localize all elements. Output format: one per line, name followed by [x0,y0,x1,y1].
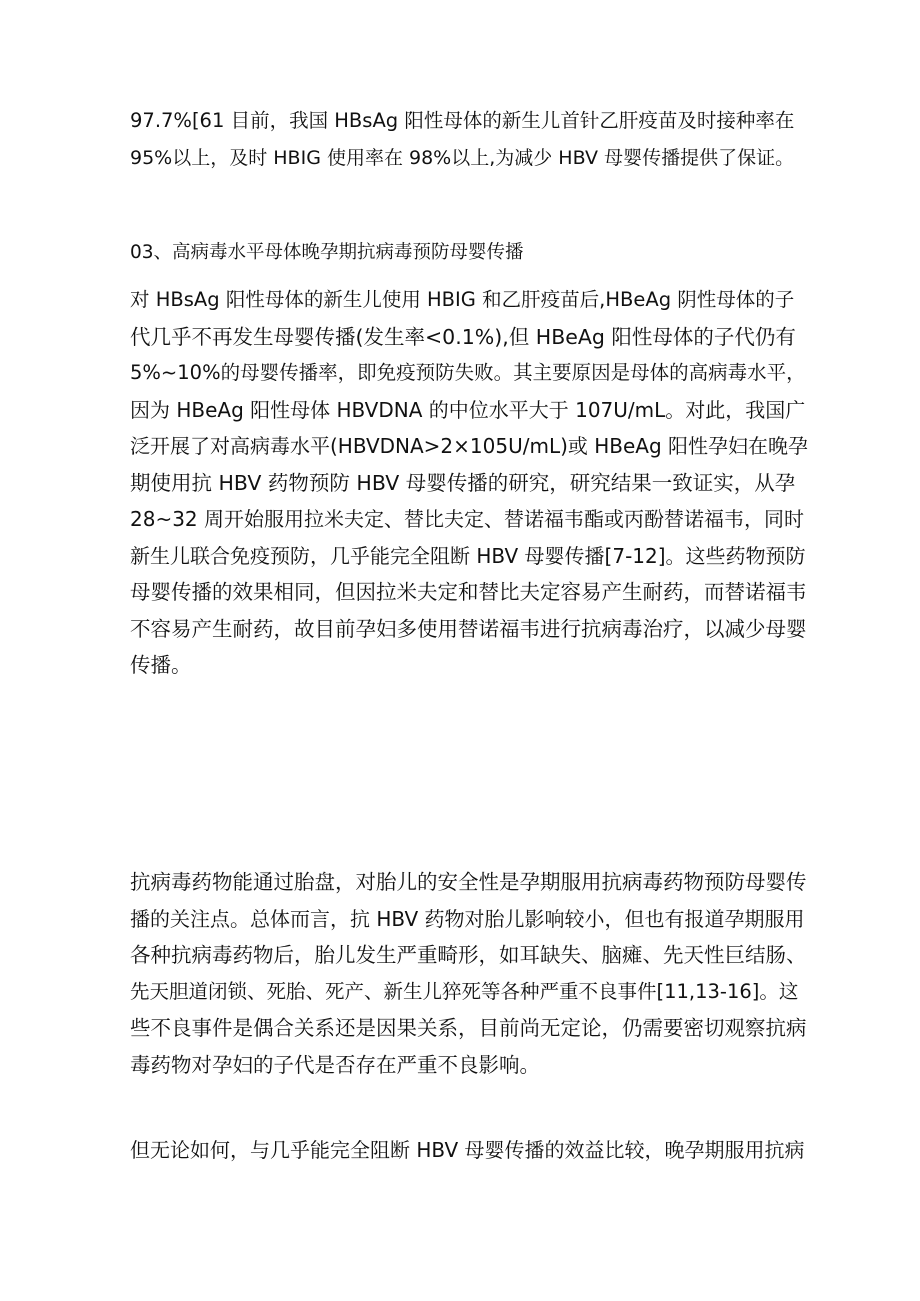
text-line: 母婴传播的效果相同，但因拉米夫定和替比夫定容易产生耐药，而替诺福韦 [130,580,807,604]
section-paragraph-3 [130,1132,810,1169]
text-line: 各种抗病毒药物后，胎儿发生严重畸形，如耳缺失、脑瘫、先天性巨结肠、 [130,943,807,967]
text-line: 不容易产生耐药，故目前孕妇多使用替诺福韦进行抗病毒治疗，以减少母婴 [130,616,807,641]
text-line: 抗病毒药物能通过胎盘，对胎儿的安全性是孕期服用抗病毒药物预防母婴传 [130,870,807,894]
text-line: 代几乎不再发生母婴传播(发生率<0.1%),但 HBeAg 阳性母体的子代仍有 [130,324,796,349]
section-paragraph-2 [130,864,810,1083]
text-line: 泛开展了对高病毒水平(HBVDNA>2×105U/mL)或 HBeAg 阳性孕妇在晚孕 [130,434,809,458]
text-line: 播的关注点。总体而言，抗 HBV 药物对胎儿影响较小，但也有报道孕期服用 [130,906,805,931]
text-line: 28~32 周开始服用拉米夫定、替比夫定、替诺福韦酯或丙酚替诺福韦，同时 [130,507,805,531]
text-line: 95%以上，及时 HBIG 使用率在 98%以上,为减少 HBV 母婴传播提供了保证。 [130,146,795,169]
text-line: 期使用抗 HBV 药物预防 HBV 母婴传播的研究，研究结果一致证实，从孕 [130,470,796,495]
text-line: 先天胆道闭锁、死胎、死产、新生儿猝死等各种严重不良事件[11,13-16]。这 [130,979,799,1003]
text-line: 传播。 [130,653,192,677]
text-line: 新生儿联合免疫预防，几乎能完全阻断 HBV 母婴传播[7-12]。这些药物预防 [130,543,806,568]
text-line: 对 HBsAg 阳性母体的新生儿使用 HBIG 和乙肝疫苗后,HBeAg 阴性母体的子 [130,288,795,311]
text-line: 毒药物对孕妇的子代是否存在严重不良影响。 [130,1052,540,1077]
section-paragraph-1 [130,282,810,684]
section-heading: 03、高病毒水平母体晚孕期抗病毒预防母婴传播 [130,242,524,263]
text-line: 因为 HBeAg 阳性母体 HBVDNA 的中位水平大于 107U/mL。对此，我国广 [130,397,806,422]
text-line: 5%~10%的母婴传播率，即免疫预防失败。其主要原因是母体的高病毒水平， [130,361,806,384]
text-line: 97.7%[61 目前，我国 HBsAg 阳性母体的新生儿首针乙肝疫苗及时接种率在 [130,109,795,132]
text-line: 但无论如何，与几乎能完全阻断 HBV 母婴传播的效益比较，晚孕期服用抗病 [130,1138,805,1162]
text-line: 些不良事件是偶合关系还是因果关系，目前尚无定论，仍需要密切观察抗病 [130,1016,807,1040]
intro-paragraph [130,103,810,176]
